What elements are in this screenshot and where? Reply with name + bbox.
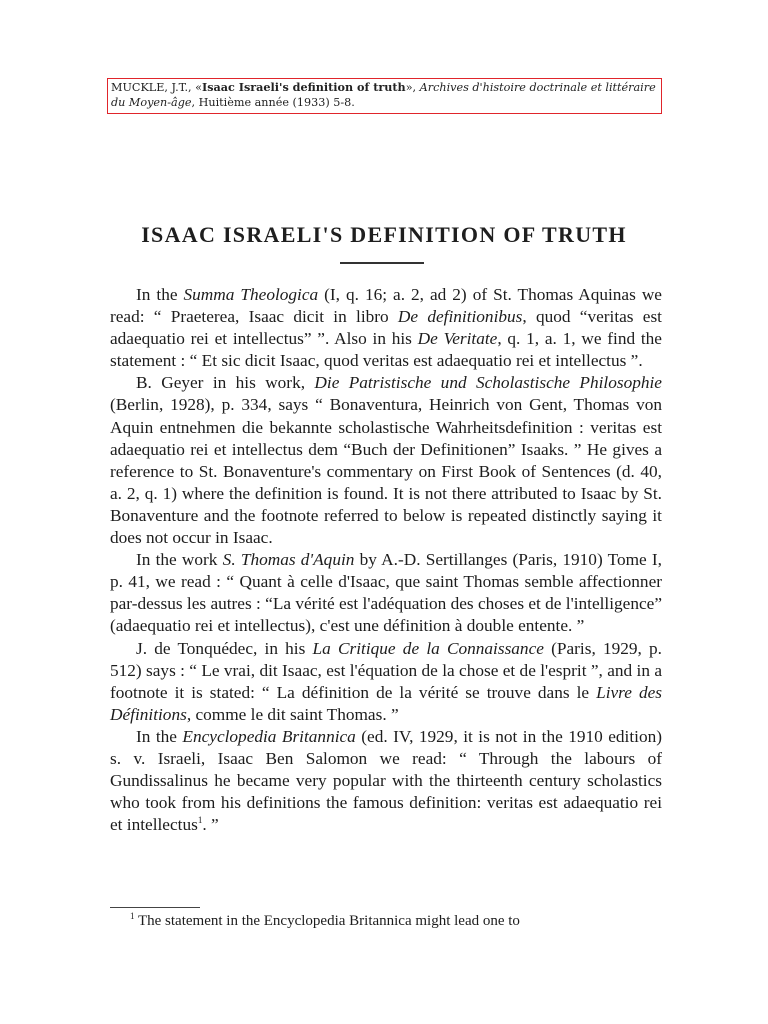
p4-italic-b: La Critique de la Connaissance <box>312 638 544 658</box>
p1-text-g: , q. 1, a. 1, we find the statement : “ Et sic dicit Isaac, quod veritas est adaequatio rei et intellectus ”. <box>110 329 662 371</box>
paragraph-1 <box>110 284 662 372</box>
p1-italic-b: Summa Theologica <box>183 285 319 304</box>
p5-text-a: In the <box>136 726 183 746</box>
p1-text-c: (I, q. 16; a. 2, ad 2) of St. Thomas Aquinas we read: “ Praeterea, Isaac dicit in libro <box>110 285 662 327</box>
p1-italic-f: De Veritate <box>417 329 498 349</box>
footnote-text: The statement in the Encyclopedia Britannica might lead one to <box>134 913 520 929</box>
p2-text-c: (Berlin, 1928), p. 334, says “ Bonaventura, Heinrich von Gent, Thomas von Aquin entnehmen die bekannte scholastische Wahrheitsdefinition : veritas est adaequatio rei et intellectus dem “Buch der Definitionen” Isaaks. ” He gives a reference to St. Bonaventure's commentary on First Book of Sentences (d. 40, a. 2, q. 1) where the definition is found. It is not there attributed to Isaac by St. Bonaventure and the footnote referred to below is repeated distinctly saying it does not occur in Isaac. <box>110 395 662 548</box>
title-divider <box>340 262 424 264</box>
p1-text-e: , quod “veritas est adaequatio rei et intellectus” ”. Also in his <box>110 307 662 349</box>
citation-article-title: Isaac Israeli's definition of truth <box>202 80 406 94</box>
p2-text-a: B. Geyer in his work, <box>136 373 315 393</box>
p4-italic-d: Livre des Définitions <box>110 682 662 724</box>
citation-journal: Archives d'histoire doctrinale et littéraire du Moyen-âge <box>111 81 656 109</box>
p3-italic-b: S. Thomas d'Aquin <box>222 550 355 570</box>
citation-volume: , Huitième année (1933) 5-8. <box>191 96 355 109</box>
paragraph-3 <box>110 549 662 637</box>
paragraph-4 <box>110 638 662 726</box>
paragraph-5 <box>110 726 662 836</box>
p2-italic-b: Die Patristische und Scholastische Philosophie <box>314 373 662 393</box>
footnote-reference-1[interactable]: 1 <box>197 815 203 826</box>
p4-text-c: (Paris, 1929, p. 512) says : “ Le vrai, dit Isaac, est l'équation de la chose et de l'esprit ”, and in a footnote it is stated: “ La définition de la vérité se trouve dans le <box>110 638 663 702</box>
p5-text-c: (ed. IV, 1929, it is not in the 1910 edition) s. v. Israeli, Isaac Ben Salomon we read: “ Through the labours of Gundissalinus he became very popular with the thirteenth century scholastics who took from his definitions the famous definition: veritas est adaequatio rei et intellectus <box>110 726 662 835</box>
footnote-divider <box>110 907 200 908</box>
p4-text-e: , comme le dit saint Thomas. ” <box>186 704 399 724</box>
p1-italic-d: De definitionibus <box>397 307 523 327</box>
p3-text-c: by A.-D. Sertillanges (Paris, 1910) Tome I, p. 41, we read : “ Quant à celle d'Isaac, que saint Thomas semble affectionner par-dessus les autres : “La vérité est l'adéquation des choses et de l'intelligence” (adaequatio rei et intellectus), c'est une définition à double entente. ” <box>110 550 662 636</box>
p5-text-d: . ” <box>202 815 219 835</box>
citation-author: MUCKLE, J.T., « <box>111 81 203 94</box>
p4-text-a: J. de Tonquédec, in his <box>136 638 313 658</box>
footnote-1 <box>110 911 662 931</box>
paragraph-2 <box>110 372 662 549</box>
citation-separator: », <box>405 81 420 94</box>
citation-box <box>107 78 662 114</box>
footnote-marker: 1 <box>130 911 135 921</box>
p3-text-a: In the work <box>136 550 223 570</box>
p1-text-a: In the <box>136 285 184 304</box>
article-body <box>110 284 662 836</box>
p5-italic-b: Encyclopedia Britannica <box>182 726 356 746</box>
page-title: ISAAC ISRAELI'S DEFINITION OF TRUTH <box>141 222 627 247</box>
